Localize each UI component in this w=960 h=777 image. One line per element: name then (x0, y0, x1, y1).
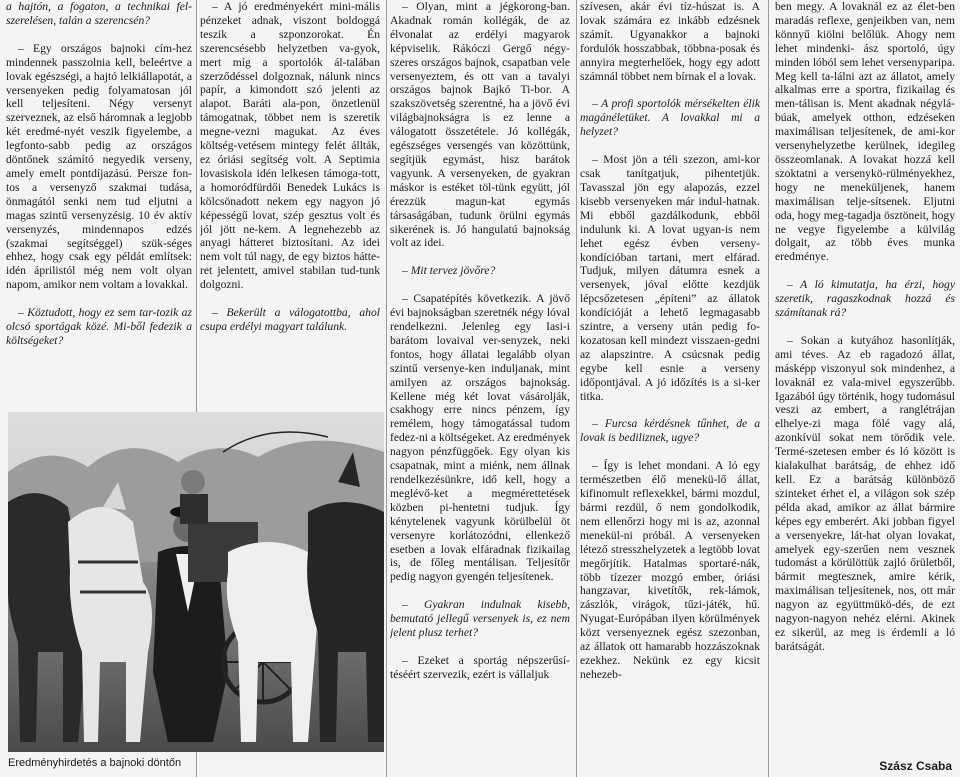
column-divider (386, 0, 387, 777)
question-text: – Mit tervez jövőre? (402, 264, 496, 278)
column-divider (768, 0, 769, 777)
question-text: – A profi sportolók mérsékelten élik magánéletüket. A lovakkal mi a helyzet? (580, 97, 760, 139)
answer-paragraph: – Olyan, mint a jégkorong-ban. Akadnak román kollégák, de az élvonalat az erdélyi magyarok képviselik. Rákóczi Gergő négy-szeres országos bajnok, csapatban vele versenyeztem, és ott van a tavalyi országos bajnok Bajkó Ti-bor. A szakszövetség szerentné, ha a jövő évi világbajnokságra is ez lenne a válogatott összetétele. Jó kollégák, egészséges versengés van közöttünk, segítjük egymást, hisz barátok vagyunk. A versenyeken, de gyakran máskor is estéket töl-tünk együtt, jól érezzük magun-kat egymás társaságában, tudunk örülni egymás sikerének is. Jó hangulatú bajnokság volt az idei. (390, 0, 570, 250)
column-3 (390, 0, 570, 777)
question-text: – Köztudott, hogy ez sem tar-tozik az olcsó sportágak közé. Mi-ből fedezik a költségeket? (6, 306, 192, 347)
answer-paragraph: – Sokan a kutyához hasonlítják, ami téves. Az eb ragadozó állat, másképp viszonyul sok mindenhez, a lovaknál ez vala-mivel egyszerűbb. Igazából úgy történik, hogy tudomásul veszi az embert, a ranglétrájan elhelye-zi maga fölé vagy alá, azonkívül sokat nem törődik vele. Termé-szetesen ember és ló között is kialakulhat barátság, de ehhez idő kell. Ez a barátság különböző szinteket érhet el, a világon sok szép példa akad, amikor az állat bármire képes egy emberért. Aki jobban figyel a versenyekre, lát-hat olyan lovakat, amelyek egy-szerűen nem vesznek tudomást a körülöttük zajló őrületből, bármit megtesznek, amire kérik, maximálisan teljesítenek, nos, ott már nagyon az együttmükö-dés, de ezt nagyon-nagyon nehéz elérni. Akinek ez sikerül, az meg is érdemli a ló barátságát. (775, 333, 955, 653)
answer-paragraph: szívesen, akár évi tíz-húszat is. A lovak számára ez inkább edzésnek számít. Ugyanakkor a bajnoki fordulók hosszabbak, többna-posak és annyira megterhelőek, hogy egy adott számnál többet nem bírnak el a lovak. (580, 0, 760, 83)
photo-caption: Eredményhirdetés a bajnoki döntőn (8, 757, 182, 769)
column-4 (580, 0, 760, 777)
answer-paragraph: ben megy. A lovaknál ez az élet-ben maradás reflexe, genjeikben van, nem könnyű kiölni belőlük. Ahogy nem lehet mindenki- ász sportoló, úgy minden lóból sem lehet versenyparipa. Meg kell ta-lálni azt az állatot, amely alkalmas erre a sportra, fizikailag és men-tálisan is. Ment akadnak négylá-búak, amelyek otthon, edzéseken maximálisan teljesítenek, de ami-kor versenyhelyzetbe kerülnek, idegileg összeomlanak. A lovakat hozzá kell szoktatni a versenykö-rülményekhez, hogy ne meneküljenek, hanem maximálisan telje-sítsenek. Eljutni oda, hogy meg-tagadja ösztöneit, hogy ne vegye figyelembe a külvilág dolgait, az több éves munka eredménye. (775, 0, 955, 264)
answer-paragraph: – Egy országos bajnoki cím-hez mindennek passzolnia kell, beleértve a lovak egészségi, a hajtó lelkiállapotát, a versenyeken pedig folyamatosan jól kell teljesíteni. Négy versenyt szerveznek, az első háromnak a legjobb két eredmé-nyét veszik figyelembe, a legfonto-sabb pedig az országos döntőnek számító negyedik verseny, amely emelt pontdíjazású. Persze fon-tos a versenyző szakmai tudása, önmagától senki nem tud eljutni a magas szintű versenyzésig. 10 év aktív versenyzés, mindennapos edzés (szakmai segítséggel) szük-séges ehhez, hogy csak egy példát említsek: idén áprilistól még nem volt olyan napom, amikor nem voltam a lovakkal. (6, 41, 192, 292)
question-text: – Gyakran indulnak kisebb, bemutató jellegű versenyek is, ez nem jelent plusz terhet? (390, 598, 570, 640)
award-ceremony-photo (8, 412, 384, 752)
answer-paragraph: – Ezeket a sportág népszerűsí-téséért szervezik, ezért is vállaljuk (390, 653, 570, 681)
answer-paragraph: – A jó eredményekért mini-mális pénzeket adnak, viszont boldoggá teszik a szponzorokat. Én szerencsésebb helyzetben va-gyok, mert míg a sportolók ál-talában szerződéssel dolgoznak, nálunk nincs papír, a kimondott szó jelenti az alapot. Baráti ala-pon, önzetlenül támogatnak, többet nem is szeretik megne-vezni magukat. Az éves költség-vetésem mintegy felét állták, ez óriási segítség volt. A Septimia lovasiskola idén lelkesen támoga-tott, a homoródfürdői Benedek Lukács is kölcsönadott nekem egy nagyon jó képességű lovat, szép gesztus volt és jól jött ne-kem. A legnehezebb az anyagi hátteret biztosítani. Az idei nem volt túl nagy, de egy biztos hátte-ret jelentett, amivel stabilan tud-tunk dolgozni. (200, 0, 380, 292)
column-5 (775, 0, 955, 777)
question-text: a hajtón, a fogaton, a technikai fel-szerelésen, talán a szerencsén? (6, 0, 192, 27)
author-byline: Szász Csaba (879, 759, 952, 773)
answer-paragraph: – Most jön a téli szezon, ami-kor csak tanítgatjuk, pihentetjük. Tavasszal jön egy alapozás, ezzel kisebb versenyeken már indul-hatnak. Mi ebből gazdálkodunk, ebből indulunk ki. A lovat ugyan-is nem lehet egész évben verseny-kondícióban tartani, mert elfárad. Tudjuk, milyen dátumra esnek a versenyek, jóval előtte kezdjük lépcsőzetesen „építeni” az állatok kondícióját a lehető legmagasabb szintre, a verseny után pedig fo-kozatosan kell mindezt visszaen-gedni az alapszintre. A csúcsnak pedig egybe kell esnie a verseny időpontjával. A jó időzítés is a si-ker titka. (580, 153, 760, 403)
question-text: – Furcsa kérdésnek tűnhet, de a lovak is bediliznek, ugye? (580, 417, 760, 445)
column-divider (576, 0, 577, 777)
question-text: – Bekerült a válogatottba, ahol csupa erdélyi magyart találunk. (200, 306, 380, 333)
photo-illustration (8, 412, 384, 752)
answer-paragraph: – Így is lehet mondani. A ló egy természetben élő menekü-lő állat, kifinomult reflexekkel, bármi mozdul, bármi rezdül, ő nem gondolkodik, nem ellenőrzi hogy mi is az, azonnal menekül-ni próbál. A versenyeken létező stresszhelyzetek a legtöbb lovat megőrjítik. Hatalmas sportaré-nák, több tízezer mozgó ember, óriási hangzavar, kivetítők, rek-lámok, zászlók, virágok, tűzi-játék, hű. Nyugat-Európában ilyen körülmények közt versenyeznek egész szezonban, az állatok ott hamarabb hozzászoknak ezekhez. Nekünk ez egy kicsit nehezeb- (580, 459, 760, 681)
answer-paragraph: – Csapatépítés következik. A jövő évi bajnokságban szeretnék négy lóval rendelkezni. Jelenleg egy Iasi-i barátom lovaival ver-senyzek, neki fontos, hogy állatai legalább olyan szintű versenye-ken induljanak, mint amilyen az országos bajnokság. Kellene még két lovat vásárolják, csakhogy erre nincs pénzem, így remélem, hogy támogatással tudom fedez-ni a költségeket. Az eredmények nagyon pénzfüggőek. Egy olyan kis csapatnak, mint a miénk, nem állnak rendelkezésünkre, idő kell, hogy a meglévő-ket a megmérettetések közben pi-hentetni tudjuk. Így kénytelenek vagyunk körülbelül öt versenyre korlátozódni, ellenkező esetben a lovak elfáradnak fizikailag is, de főleg mentálisan. Teljesítőr pedig nagyon gyengén teljesítenek. (390, 292, 570, 584)
question-text: – A ló kimutatja, ha érzi, hogy szeretik, ragaszkodnak hozzá és számítanak rá? (775, 278, 955, 320)
